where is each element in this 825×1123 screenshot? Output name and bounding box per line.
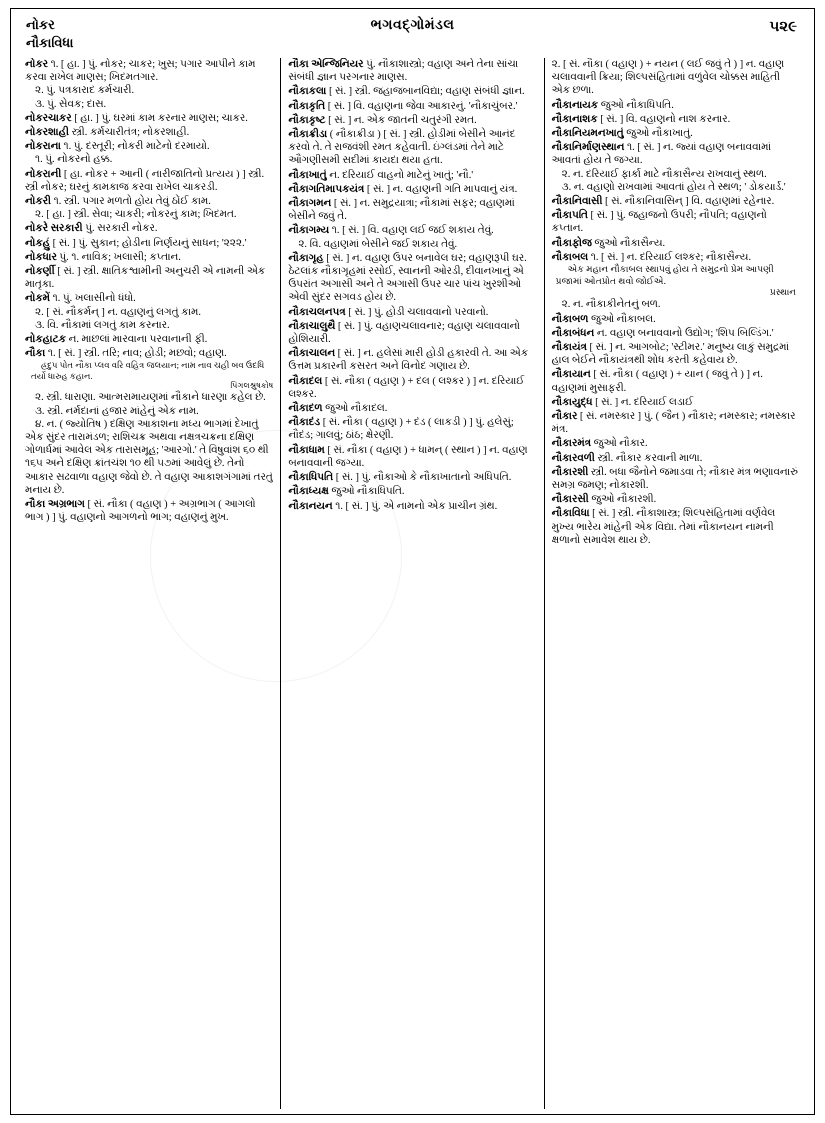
entry-headword: નૌકાનયન [288, 500, 333, 512]
entry-headword: નૌકાયંત્ર [551, 341, 587, 353]
dictionary-entry [288, 128, 536, 168]
entry-headword: નૌકાધિપતિ [288, 472, 334, 484]
dictionary-entry [552, 237, 800, 250]
entry-definition: જુઓ નૌકાદલ. [322, 403, 388, 415]
dictionary-entry [552, 493, 800, 506]
entry-definition: [ સં. નૌકા ( વહાણ ) + દંડ ( લાકડી ) ] પું. હલેસું; નૌદંડ; ગાલવું; ઠાંઠ; ક્ષેરણી. [288, 417, 514, 442]
entry-definition: [ સં. ] વિ. વહાણનો નાશ કરનાર. [597, 113, 731, 125]
entry-definition: [ સં. ] ન. વહાણની ગતિ માપવાનું યંત્ર. [364, 183, 518, 195]
entry-headword: નૌકાયાન [551, 369, 591, 381]
entry-definition: [ સં. ] ન. આગબોટ; 'સ્ટીમર.' મનુષ્ય લાકું સમુદ્રમાં હાલ બેઈને નૌકાયંત્રથી શોધ કરતી કહેવાય છે. [551, 341, 790, 367]
entry-headword: નોકહાટક [25, 334, 66, 346]
running-head-left-line2: નૌકાવિધા [26, 34, 74, 50]
entry-headword: નૌકાનિવાસી [551, 196, 603, 208]
dictionary-entry [288, 471, 536, 484]
entry-definition: [ સં. ] પું. સુકાન; હોડીના નિર્ણયનું સાધન; '૨૨૨.' [50, 237, 247, 249]
column-3 [544, 58, 807, 1109]
dictionary-entry [552, 341, 800, 367]
entry-verse: હ્રદુપ પોત નૌકા પ્લવ વરિ વહિત્ર જલયાન; નામ નાવ ચહી બવ ઉદધિ તર્યો ધારુહ કહાન. પિંગલશ્રુષકોષ [31, 360, 274, 391]
entry-headword: નોકરી [25, 196, 52, 208]
entry-definition: ૧. પું. ખલાસીનો ધંધો. [50, 293, 136, 305]
running-head-left-line1: નોકર [26, 17, 55, 32]
entry-headword: નૌકાધામ [288, 444, 325, 456]
dictionary-entry [552, 141, 800, 194]
entry-headword: નોકરાની [25, 168, 62, 180]
entry-headword: નૌકાપતિ [551, 210, 588, 222]
entry-sense: ૨. સ્ત્રી. ધારાણા. આત્મરામાયણમાં નૌકાને ધારણા કહેલ છે. [35, 392, 266, 404]
dictionary-entry [288, 100, 536, 113]
entry-headword: નૌકાનાયક [551, 99, 599, 111]
entry-headword: નૌકાનિયમનખાતું [551, 128, 624, 140]
dictionary-entry [552, 313, 800, 326]
dictionary-entry [288, 197, 536, 223]
entry-headword: નૌકા [25, 348, 46, 360]
entry-headword: નૌકાખાતું [288, 169, 327, 181]
entry-definition: જુઓ નૌકાધિપતિ. [598, 99, 674, 111]
dictionary-entry [288, 58, 536, 84]
entry-headword: નોકહું [25, 237, 51, 249]
entry-definition: ૧. [ હા. ] પું. નોકર; ચાકર; ખુસ; પગાર આપીને કામ કરવા રાખેલ માણસ; ખિદમતગાર. [25, 59, 256, 84]
dictionary-entry [25, 251, 273, 264]
book-title: ભગવદ્ગોમંડલ [370, 18, 455, 33]
dictionary-entry [288, 375, 536, 401]
dictionary-entry [288, 402, 536, 415]
dictionary-entry [25, 112, 273, 125]
entry-sense: ૩. વિ. નૌકામાં લગતું કામ કરનાર. [35, 319, 170, 331]
entry-sense: ૨. [ હા. ] સ્ત્રી. સેવા; ચાકરી; નોકરનું કામ; ખિદમત. [35, 209, 237, 221]
entry-headword: નૌકાગમન [288, 198, 332, 210]
column-1 [18, 58, 280, 1109]
dictionary-entry [288, 347, 536, 373]
entry-definition: [ હા. ] પું. ઘરમાં કામ કરનાર માણસ; ચાકર. [71, 112, 248, 124]
entry-headword: નૌકાફોજ [551, 237, 592, 249]
entry-sense: ૨. ન. દરિયાઈ ફાર્કા માટે નૌકાસૈન્ય રાખવાનું સ્થળ. [561, 168, 767, 180]
dictionary-entry [552, 368, 800, 394]
column-container [18, 58, 807, 1109]
entry-headword: નોકરાના [25, 141, 61, 153]
dictionary-entry [288, 500, 536, 513]
entry-headword: નૌકાગમ્ય [288, 225, 330, 237]
column-2 [280, 58, 543, 1109]
dictionary-entry [25, 126, 273, 139]
entry-definition: ૧. [ સં. ] વિ. વહાણ લઈ જઈ શકાય તેવું. [329, 225, 494, 237]
entry-sense: ૧. પું. નોકરનો હક્ક. [35, 154, 113, 166]
entry-headword: નૌકાકૃષ્ટ [288, 114, 326, 126]
entry-headword: નૌકાર [551, 410, 578, 422]
dictionary-entry [25, 168, 273, 194]
dictionary-entry [288, 320, 536, 346]
page-number: ૫૨૯ [769, 19, 797, 35]
entry-headword: નૌકાક્રીડા [288, 129, 328, 141]
entry-definition: સ્ત્રી. નૌકાર કરવાની માળા. [594, 452, 703, 464]
entry-definition: પું. સરકારી નોકર. [82, 223, 158, 235]
dictionary-entry [25, 237, 273, 250]
entry-definition: ૧. [ સં. ] ન. દરિયાઈ લશ્કર; નૌકાસૈન્ય. [588, 251, 752, 263]
entry-headword: નૌકાયુદ્ધ [551, 396, 593, 408]
entry-sense: ૩. સ્ત્રી. નર્મદાનાં હજાર માંહેનું એક નામ. [35, 405, 199, 417]
dictionary-entry [552, 410, 800, 436]
dictionary-entry [552, 209, 800, 235]
entry-verse-attribution: પિંગલશ્રુષકોષ [230, 381, 274, 391]
entry-definition: [ હા. નોકર + આની ( નારીજાતિનો પ્રત્યય ) ] સ્ત્રી. સ્ત્રી નોકર; ઘરનું કામકાજ કરવા રાખેલ ચાકરડી. [25, 168, 265, 193]
entry-headword: નોકર્ણી [25, 266, 55, 278]
entry-headword: નૌકારમંત્ર [551, 438, 592, 450]
entry-definition: [ સં. નૌકા ( વહાણ ) + દલ ( લશ્કર ) ] ન. દરિયાઈ લશ્કર. [288, 375, 525, 400]
entry-definition: [ સં. ] ન. વહાણ ઉપર બનાવેલ ઘર; વહાણરૂપી ઘર. ઠેટલાંક નૌકાગૃહમાં રસોઈ, સ્વાનની ઓરડી, દીવાનખાનું એ ઉપરાંત અગાસી અને તે અગાસી ઉપર ચાર પાંચ ખુરશીઓ એવી સુંદર સગવડ હોય છે. [288, 252, 527, 304]
entry-definition: ૧. [ સં. ] ન. જ્યાં વહાણ બનાવવામાં આવતાં હોય તે જગ્યા. [551, 142, 772, 167]
entry-definition: [ સં. ] પું. વહાણચલાવનાર; વહાણ ચલાવવાનો હોશિયારી. [288, 320, 520, 346]
entry-definition: [ સં. ] સ્ત્રી. નૌકાશાસ્ત્ર; શિલ્પસંહિતામાં વર્ણવેલ મુખ્ય ભારેય માંહેની એક વિદ્યા. તેમાં નૌકાનયન નામની ક્ષળાનો સમાવેશ થાય છે. [551, 508, 776, 546]
dictionary-entry [288, 224, 536, 250]
entry-headword: નૌકાદંડ [288, 417, 321, 429]
entry-sense: ૩. ન. વહાણો રાખવામાં આવતાં હોય તે સ્થળ; ' ડોકયાર્ડ.' [561, 181, 786, 193]
entry-headword: નોકધાર [25, 251, 57, 263]
entry-headword: નોકર [25, 59, 49, 70]
entry-headword: નૌકાનિર્માણસ્થાન [551, 142, 625, 154]
dictionary-entry [288, 306, 536, 319]
dictionary-entry [552, 127, 800, 140]
entry-definition: ૧. સ્ત્રી. પગાર મળતો હોય તેવું ઠોંઈ કામ. [51, 196, 211, 208]
dictionary-entry [288, 444, 536, 470]
entry-headword: નૌકાનાશક [551, 113, 598, 125]
dictionary-entry [552, 195, 800, 208]
entry-sense: ૨. વિ. વહાણમાં બેસીને જઈ શકાય તેવું. [298, 238, 458, 250]
entry-headword: નૌકા અગ્રભાગ [25, 499, 85, 511]
entry-definition: [ સં. ] પું. હોડી ચલાવવાનો પરવાનો. [345, 306, 489, 318]
dictionary-entry [552, 437, 800, 450]
entry-headword: નૌકારસી [551, 494, 589, 506]
entry-headword: નૌકાવિધા [551, 508, 590, 520]
entry-headword: નોકરશાહી [25, 127, 69, 139]
entry-definition: જુઓ નૌકાખાતું. [623, 128, 693, 140]
dictionary-entry [552, 507, 800, 547]
dictionary-entry [288, 485, 536, 498]
entry-definition: પું. ૧. નાવિક; ખલાસી; કપ્તાન. [56, 251, 181, 263]
entry-quotation: એક મહાન નૌકાબલ સ્થાપવું હોય તે સમુદ્રનો પ્રેમ આપણી પ્રજામાં ઓતપ્રોત થવો જોઈએ. પ્રસ્થાન [555, 264, 796, 298]
dictionary-entry [552, 99, 800, 112]
entry-definition: [ સં. ] સ્ત્રી. ક્ષાતિકશ્વામીની અનુચરી એ નામની એક માતૃકા. [25, 266, 266, 291]
dictionary-entry [288, 416, 536, 442]
entry-headword: નોકરચાકર [25, 112, 72, 124]
dictionary-entry [552, 327, 800, 340]
entry-definition: જુઓ નૌકાધિપતિ. [328, 486, 405, 498]
entry-definition: ન. વહાણ બનાવવાનો ઉદ્યોગ; 'શિપ બિલ્ડિંગ.' [594, 327, 774, 339]
entry-definition: [ સં. નૌકા ( વહાણ ) + યાન ( જવું તે ) ] ન. વહાણમાં મુસાફરી. [551, 369, 763, 394]
entry-definition: [ સં. ] સ્ત્રી. જહાજબાનવિદ્યા; વહાણ સંબંધી જ્ઞાન. [326, 86, 525, 98]
dictionary-entry [25, 347, 273, 497]
dictionary-entry [552, 452, 800, 465]
entry-headword: નોકમેં [25, 293, 51, 305]
dictionary-entry [288, 114, 536, 127]
entry-definition: સ્ત્રી. કર્મચારીતંત્ર; નોકરશાહી. [68, 127, 190, 139]
entry-sense: ૨. પું. પત્રકારાદ કર્મચારી. [35, 85, 135, 97]
entry-definition: [ સં. ] ન. એક જાતની ચતુરંગી રમત. [325, 114, 477, 126]
entry-sense: ૪. ન. ( જ્યોતિષ ) દક્ષિણ આકાશના મધ્ય ભાગમાં દેખાતું એક સુંદર તારામંડળ; રાશિચક્ર અથવા નક્ષત્રચક્રના દક્ષિણ ગોળાર્ધમાં આવેલ એક તારાસમૂહ; 'આરગો.' તે વિષુવાંશ ૬૦ થી ૧૬૫ અને દક્ષિણ ક્રાંતચંશ ૧૦ થી ૫૭માં આવેલું છે. તેનો આકાર સઢવાળા વહાણ જેવો છે. તે વહાણ આકાશગંગામાં તરતું મનાય છે. [25, 418, 273, 496]
dictionary-entry [288, 183, 536, 196]
entry-definition: જુઓ નૌકાર. [591, 438, 648, 450]
entry-headword: નૌકાદલ [288, 375, 323, 387]
entry-definition: ૧. પું. દસ્તૂરી; નોકરી માટેનો દરમાયો. [60, 141, 210, 153]
dictionary-entry [552, 251, 800, 312]
entry-definition: ૧. [ સં. ] સ્ત્રી. તરિ; નાવ; હોડી; મછવો; વહાણ. [45, 348, 227, 360]
entry-definition: સ્ત્રી. બધા જૈનોને જમાડવા તે; નૌકાર મંત્ર ભણાવનારું સમગ્ર જમણ; નોકારશી. [551, 466, 798, 491]
entry-headword: નૌકાચલનપત્ર [288, 306, 346, 318]
entry-definition: ન. માછલાં મારવાના પરવાનાની ફી. [66, 334, 208, 346]
entry-headword: નૌકાચાલુથૈ [288, 320, 336, 332]
dictionary-entry [25, 140, 273, 166]
entry-definition: જુઓ નૌકારશી. [588, 494, 657, 506]
entry-sense: ૩. પું. સેવક; દાસ. [35, 98, 107, 110]
entry-definition: [ સં. ] ન. હલેસાં મારી હોડી હકારવી તે. આ એક ઉત્તમ પ્રકારની કસરત અને વિનોદ ગણાય છે. [288, 348, 529, 373]
entry-definition: [ સં. ] ન. સમુદ્રયાત્રા; નૌકામાં સફર; વહાણમાં બેસીને જવું તે. [288, 198, 515, 223]
entry-headword: નૌકાચાલન [288, 348, 336, 360]
entry-headword: નૌકાબળ [551, 313, 589, 325]
entry-headword: નૌકાબલ [551, 251, 589, 263]
dictionary-entry [552, 396, 800, 409]
dictionary-entry [288, 169, 536, 182]
entry-headword: નોકરે સરકારી [25, 223, 83, 235]
dictionary-entry [25, 498, 273, 524]
entry-sense: ૨. [ સં. નૌકર્મન્ ] ન. વહાણનું લગતું કામ. [35, 306, 201, 318]
page-header [16, 14, 809, 60]
dictionary-entry [552, 466, 800, 492]
entry-headword: નૌકા એન્જિનિયર [288, 59, 364, 70]
entry-headword: નૌકાકૃતિ [288, 100, 326, 112]
dictionary-entry [25, 58, 273, 111]
dictionary-entry [25, 265, 273, 291]
entry-definition: ૧. [ સં. ] પું. એ નામનો એક પ્રાચીન ગ્રંથ. [332, 500, 498, 512]
dictionary-entry [552, 58, 800, 98]
entry-definition: [ સં. નૌકા ( વહાણ ) + અગ્રભાગ ( આગલો ભાગ ) ] પું. વહાણનો આગળનો ભાગ; વહાણનું મુખ. [25, 499, 256, 524]
entry-definition: [ સં. ] પું. નૌકાઓ કે નૌકાખાતાનો અધિપતિ. [333, 472, 512, 484]
entry-sense: ૨. ન. નૌકાકીનેતનું બળ. [561, 299, 661, 311]
entry-headword: નૌકારશી [551, 466, 589, 478]
entry-definition: ૨. [ સં. નૌકા ( વહાણ ) + નયન ( લઈ જવું તે ) ] ન. વહાણ ચલાવવાની ક્રિયા; શિલ્પસંહિતામાં વળુંવેલ ચોક્કસ માહિતી એક છળા. [551, 59, 785, 97]
entry-definition: જુઓ નૌકાબલ. [588, 313, 656, 325]
entry-definition: ( નૌકાક્રીડા ) [ સં. ] સ્ત્રી. હોડીમાં બેસીને આનંદ કરવો તે. તે રાજવંશી રમત કહેવાતી. ઇંગ્લંડમાં તેને માટે ઔગણીસમી સદીમાં કાયદા થયા હતા. [288, 129, 516, 167]
entry-headword: નૌકાબંધન [551, 327, 595, 339]
entry-definition: [ સં. નૌકાનિવાસિન્ ] વિ. વહાણમાં રહેનાર. [602, 196, 775, 208]
dictionary-entry [552, 113, 800, 126]
dictionary-entry [288, 85, 536, 98]
entry-definition: [ સં. ] પું. જહાજનો ઉપરી; નૌપતિ; વહાણનો કપ્તાન. [551, 210, 767, 235]
entry-headword: નૌકારવળી [551, 452, 595, 464]
entry-definition: [ સં. ] ન. દરિયાઈ લડાઈ [592, 396, 694, 408]
dictionary-entry [25, 222, 273, 235]
entry-headword: નૌકાધ્યક્ષ [288, 486, 329, 498]
entry-definition: પું. નૌકાશાસ્ત્રો; વહાણ અને તેના સાંચા સંબંધી જ્ઞાન પરગનાર માણસ. [288, 59, 519, 84]
dictionary-entry [25, 195, 273, 221]
entry-headword: નૌકાકલા [288, 86, 327, 98]
entry-headword: નૌકાદળ [288, 403, 323, 415]
entry-quotation-attribution: પ્રસ્થાન [769, 287, 796, 298]
entry-definition: [ સં. ] વિ. વહાણના જેવા આકારનું. 'નૌકાચુંબર.' [325, 100, 518, 112]
dictionary-entry [25, 333, 273, 346]
entry-headword: નૌકાગૃહ [288, 252, 324, 264]
entry-definition: જુઓ નૌકાસૈન્ય. [591, 237, 666, 249]
dictionary-entry [25, 292, 273, 332]
entry-headword: નૌકાગતિમાપકયંત્ર [288, 183, 365, 195]
entry-definition: ન. દરિયાઈ વાહનો માટેનું ખાતું; 'નૌ.' [326, 169, 474, 181]
entry-definition: [ સં. નમસ્કાર ] પું. ( જૈન ) નૌકાર; નમસ્કાર; નમસ્કાર મંત્ર. [551, 410, 796, 436]
entry-definition: [ સં. નૌકા ( વહાણ ) + ધામન્ ( સ્થાન ) ] ન. વહાણ બનાવવાની જગ્યા. [288, 444, 528, 469]
dictionary-entry [288, 252, 536, 305]
